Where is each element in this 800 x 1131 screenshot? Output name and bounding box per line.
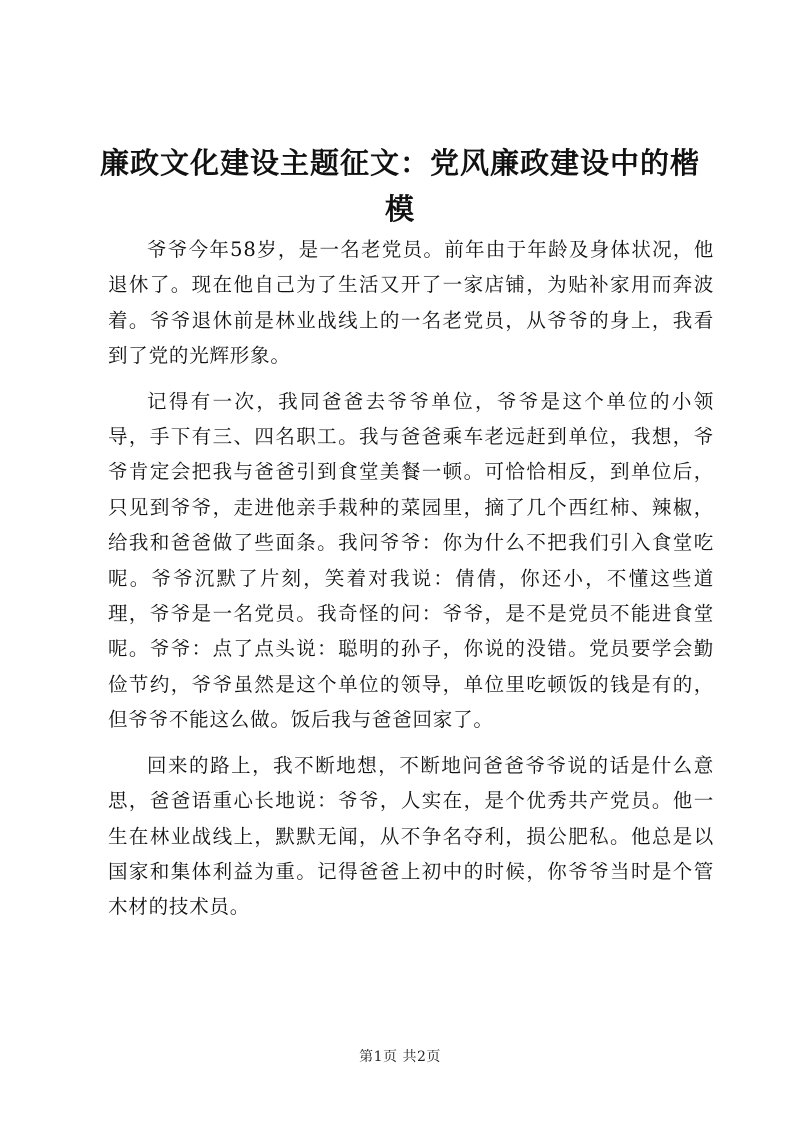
paragraph-2: 记得有一次，我同爸爸去爷爷单位，爷爷是这个单位的小领导，手下有三、四名职工。我与爸爸乘车老远赶到单位，我想，爷爷肯定会把我与爸爸引到食堂美餐一顿。可恰恰相反，到单位后，只见到爷爷，走进他亲手栽种的菜园里，摘了几个西红柿、辣椒，给我和爸爸做了些面条。我问爷爷：你为什么不把我们引入食堂吃呢。爷爷沉默了片刻，笑着对我说：倩倩，你还小，不懂这些道理，爷爷是一名党员。我奇怪的问：爷爷，是不是党员不能进食堂呢。爷爷：点了点头说：聪明的孙子，你说的没错。党员要学会勤俭节约，爷爷虽然是这个单位的领导，单位里吃顿饭的钱是有的，但爷爷不能这么做。饭后我与爸爸回家了。 (108, 389, 714, 732)
paragraph-3: 回来的路上，我不断地想，不断地问爸爸爷爷说的话是什么意思，爸爸语重心长地说：爷爷，人实在，是个优秀共产党员。他一生在林业战线上，默默无闻，从不争名夺利，损公肥私。他总是以国家和集体利益为重。记得爸爸上初中的时候，你爷爷当时是个管木材的技术员。 (108, 753, 714, 919)
document-title: 廉政文化建设主题征文：党风廉政建设中的楷模 (100, 146, 701, 226)
page-footer: 第1页 共2页 (359, 1049, 441, 1065)
paragraph-1: 爷爷今年58岁，是一名老党员。前年由于年龄及身体状况，他退休了。现在他自己为了生活又开了一家店铺，为贴补家用而奔波着。爷爷退休前是林业战线上的一名老党员，从爷爷的身上，我看到了党的光辉形象。 (108, 238, 714, 368)
document-body (108, 232, 714, 935)
